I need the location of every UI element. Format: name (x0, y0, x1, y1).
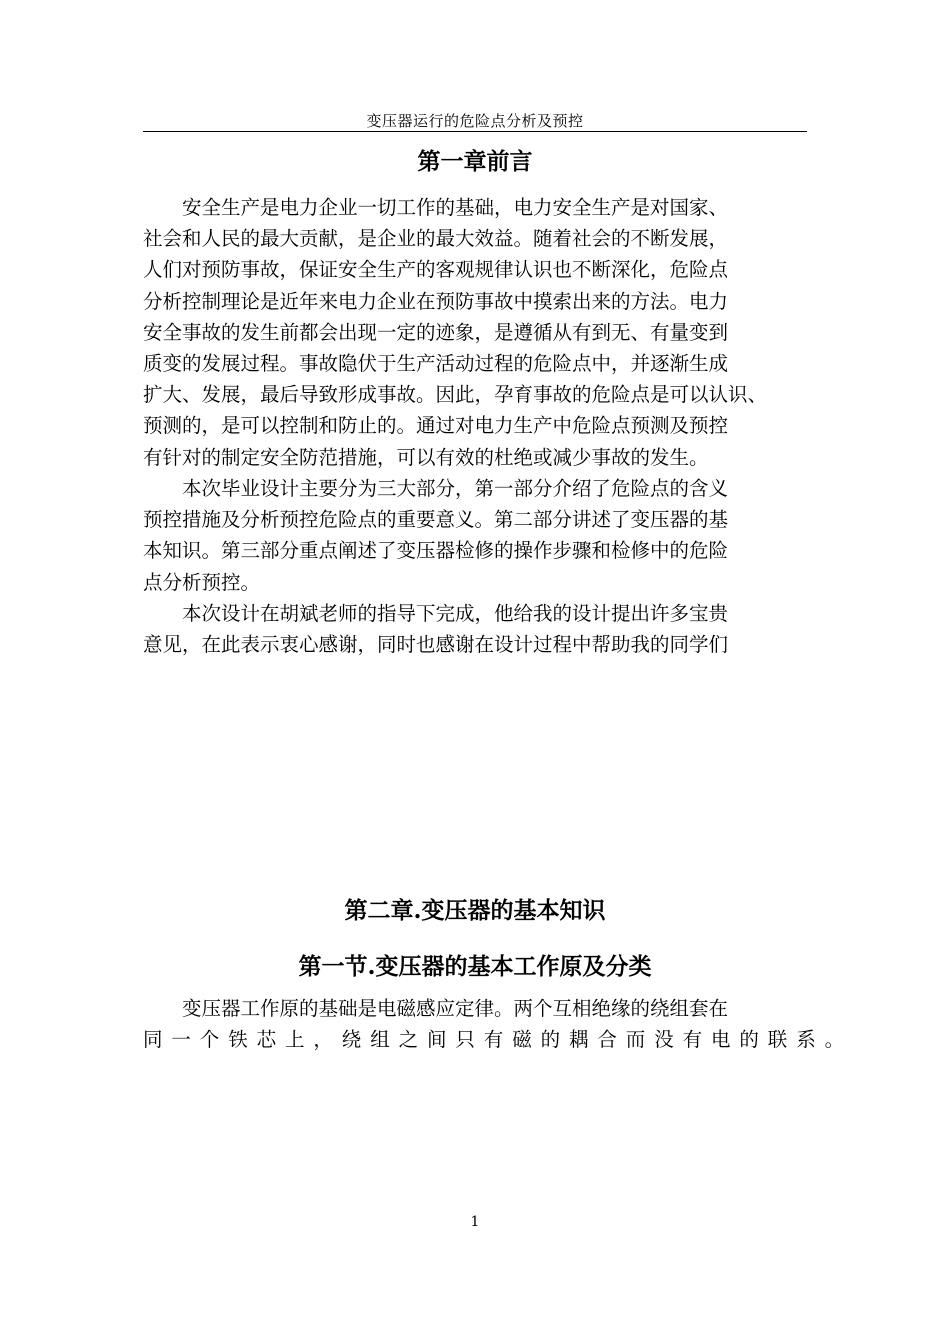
chapter-1-paragraph-1 (143, 192, 807, 473)
chapter-1-paragraph-2 (143, 473, 807, 598)
chapter-2-title: 第二章.变压器的基本知识 (344, 897, 606, 924)
paragraph-line: 安全事故的发生前都会出现一定的迹象，是遵循从有到无、有量变到 (143, 320, 729, 344)
paragraph-line: 安全生产是电力企业一切工作的基础，电力安全生产是对国家、 (182, 196, 729, 219)
paragraph-line: 分析控制理论是近年来电力企业在预防事故中摸索出来的方法。电力 (143, 289, 729, 313)
paragraph-line: 点分析预控。 (143, 570, 261, 594)
paragraph-line: 本次设计在胡斌老师的指导下完成，他给我的设计提出许多宝贵 (182, 602, 729, 625)
chapter-1-paragraph-3 (143, 598, 807, 660)
paragraph-line: 有针对的制定安全防范措施，可以有效的杜绝或减少事故的发生。 (143, 445, 709, 469)
running-header: 变压器运行的危险点分析及预控 (366, 112, 584, 130)
paragraph-line: 意见，在此表示衷心感谢，同时也感谢在设计过程中帮助我的同学们 (143, 633, 729, 657)
paragraph-line: 本次毕业设计主要分为三大部分，第一部分介绍了危险点的含义 (182, 477, 729, 500)
section-1-paragraph (143, 993, 854, 1055)
paragraph-line: 同一个铁芯上，绕组之间只有磁的耦合而没有电的联系。 (143, 1028, 854, 1052)
paragraph-line: 质变的发展过程。事故隐伏于生产活动过程的危险点中，并逐渐生成 (143, 352, 729, 376)
chapter-1-title: 第一章前言 (417, 148, 533, 175)
page-number: 1 (470, 1214, 480, 1230)
paragraph-line: 变压器工作原的基础是电磁感应定律。两个互相绝缘的绕组套在 (182, 997, 729, 1020)
paragraph-line: 人们对预防事故，保证安全生产的客观规律认识也不断深化，危险点 (143, 258, 729, 282)
paragraph-line: 预测的，是可以控制和防止的。通过对电力生产中危险点预测及预控 (143, 414, 729, 438)
section-1-title: 第一节.变压器的基本工作原及分类 (298, 953, 652, 980)
paragraph-line: 本知识。第三部分重点阐述了变压器检修的操作步骤和检修中的危险 (143, 539, 729, 563)
paragraph-line: 预控措施及分析预控危险点的重要意义。第二部分讲述了变压器的基 (143, 508, 729, 532)
header-rule (143, 131, 807, 132)
paragraph-line: 扩大、发展，最后导致形成事故。因此，孕育事故的危险点是可以认识、 (143, 383, 768, 407)
paragraph-line: 社会和人民的最大贡献，是企业的最大效益。随着社会的不断发展， (143, 227, 729, 251)
